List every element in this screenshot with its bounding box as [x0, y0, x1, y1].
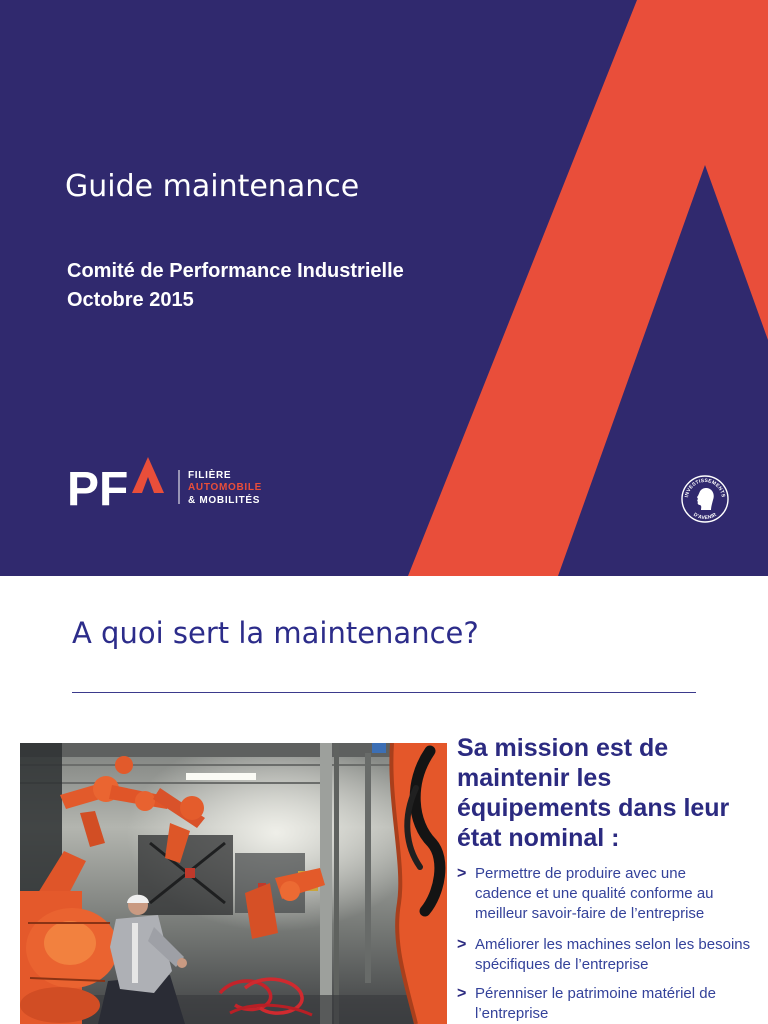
bullet-line: cadence et une qualité conforme au — [475, 885, 714, 902]
bullet-chevron-icon: > — [457, 936, 467, 953]
pfa-logo-accent-a — [132, 457, 164, 493]
ceiling-light — [186, 773, 256, 780]
bullet-text — [475, 984, 716, 1024]
cover-title: Guide maintenance — [65, 169, 360, 204]
bullet-chevron-icon: > — [457, 865, 467, 882]
pfa-logo — [60, 450, 270, 512]
bullet-line: Permettre de produire avec une — [475, 865, 686, 882]
bullet-item-improve — [457, 935, 757, 975]
pfa-logo-letters: PF — [67, 463, 129, 512]
bullet-text — [475, 935, 750, 975]
bullet-line: l’entreprise — [475, 1005, 549, 1022]
slide-title: A quoi sert la maintenance? — [72, 616, 479, 650]
logo-tagline-mobilites: & MOBILITÉS — [188, 495, 261, 506]
investissements-avenir-emblem — [680, 474, 730, 524]
emblem-top-text: INVESTISSEMENTS — [684, 477, 726, 498]
bullet-line: Pérenniser le patrimoine matériel de — [475, 985, 716, 1002]
bullet-line: meilleur savoir-faire de l’entreprise — [475, 905, 705, 922]
bullet-item-produce — [457, 864, 757, 924]
mission-line: Sa mission est de — [457, 734, 669, 762]
bullet-line: Améliorer les machines selon les besoins — [475, 936, 751, 953]
emblem-bottom-text: D'AVENIR — [692, 511, 718, 522]
cover-subtitle-line: Comité de Performance Industrielle — [67, 260, 404, 282]
bullet-item-sustain — [457, 984, 757, 1024]
bullet-chevron-icon: > — [457, 985, 467, 1002]
marianne-profile-icon — [697, 488, 714, 510]
bullet-text — [475, 864, 714, 924]
slide-section — [0, 576, 768, 1024]
cover-date: Octobre 2015 — [67, 289, 194, 311]
logo-tagline-automobile: AUTOMOBILE — [188, 482, 263, 493]
factory-robots-photo — [20, 743, 447, 1024]
bullet-line: spécifiques de l’entreprise — [475, 956, 649, 973]
title-divider — [72, 692, 696, 693]
mission-line: maintenir les — [457, 764, 612, 792]
mission-line: état nominal : — [457, 824, 620, 852]
cover-subtitle — [67, 257, 404, 315]
mission-line: équipements dans leur — [457, 794, 730, 822]
logo-tagline-filiere: FILIÈRE — [188, 470, 232, 481]
mission-heading — [457, 733, 729, 853]
